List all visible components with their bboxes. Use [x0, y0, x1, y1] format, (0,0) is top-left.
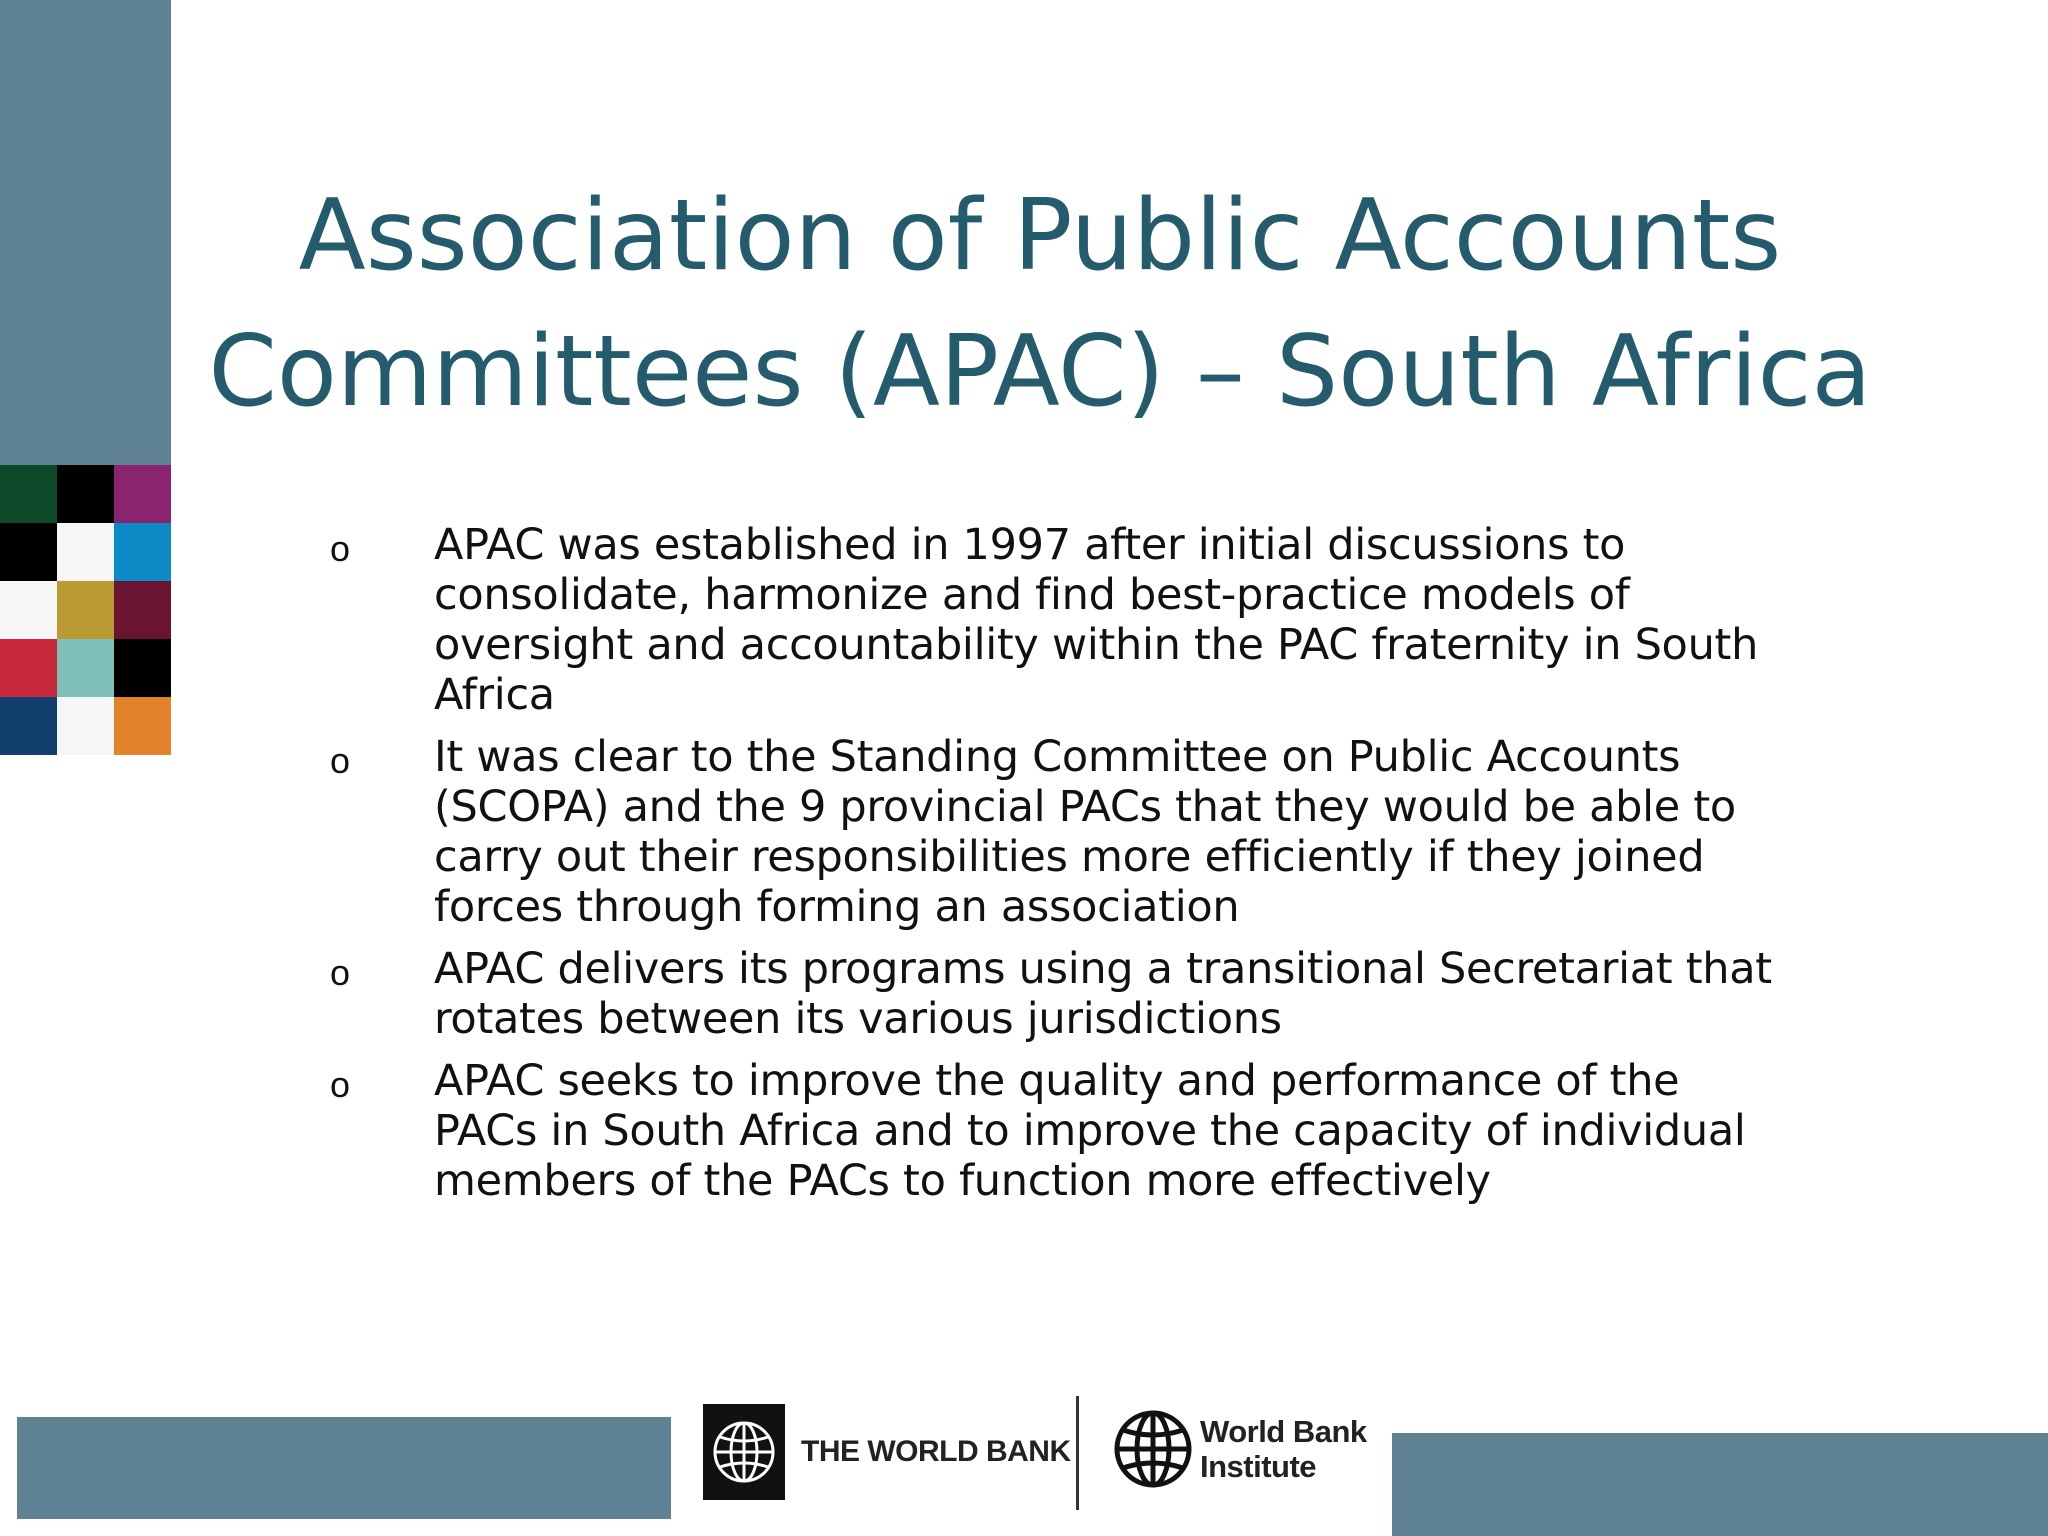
- bullet-marker-icon: o: [330, 740, 351, 781]
- mosaic-cell: [0, 581, 57, 639]
- slide-title-line-2: Committees (APAC) – South Africa: [208, 315, 1872, 429]
- logo-divider: [1076, 1396, 1079, 1510]
- wbi-logo: [1112, 1408, 1367, 1490]
- mosaic-cell: [0, 697, 57, 755]
- left-accent-bar: [0, 0, 171, 465]
- footer-bar-left: [17, 1417, 671, 1519]
- mosaic-cell: [0, 465, 57, 523]
- world-bank-logo: [703, 1404, 1071, 1500]
- bullet-text: APAC delivers its programs using a transitional Secretariat that rotates between its various jurisdictions: [434, 944, 1772, 1044]
- bullet-marker-icon: o: [330, 1064, 351, 1105]
- mosaic-cell: [57, 581, 114, 639]
- bullet-text: It was clear to the Standing Committee on Public Accounts (SCOPA) and the 9 provincial PACs that they would be able to carry out their responsibilities more efficiently if they joined forces through forming an association: [434, 732, 1736, 932]
- mosaic-cell: [57, 697, 114, 755]
- mosaic-cell: [57, 639, 114, 697]
- bullet-item: [330, 732, 1790, 932]
- bullet-text: APAC was established in 1997 after initial discussions to consolidate, harmonize and find best-practice models of oversight and accountability within the PAC fraternity in South Africa: [434, 520, 1759, 720]
- color-mosaic: [0, 465, 171, 755]
- wbi-wordmark-line-1: World Bank: [1200, 1414, 1367, 1449]
- bullet-list: [330, 520, 1790, 1218]
- slide-title-line-1: Association of Public Accounts: [298, 179, 1782, 293]
- mosaic-cell: [57, 523, 114, 581]
- bullet-marker-icon: o: [330, 952, 351, 993]
- mosaic-cell: [57, 465, 114, 523]
- bullet-text: APAC seeks to improve the quality and performance of the PACs in South Africa and to improve the capacity of individual members of the PACs to function more effectively: [434, 1056, 1746, 1206]
- wbi-wordmark: [1200, 1414, 1367, 1484]
- bullet-marker-icon: o: [330, 528, 351, 569]
- wbi-wordmark-line-2: Institute: [1200, 1449, 1317, 1484]
- mosaic-cell: [0, 523, 57, 581]
- mosaic-cell: [0, 639, 57, 697]
- world-bank-wordmark: THE WORLD BANK: [801, 1435, 1071, 1468]
- bullet-item: [330, 520, 1790, 720]
- bullet-item: [330, 1056, 1790, 1206]
- mosaic-cell: [114, 523, 171, 581]
- mosaic-cell: [114, 465, 171, 523]
- globe-icon: [711, 1419, 777, 1485]
- mosaic-cell: [114, 639, 171, 697]
- slide-title: [200, 168, 1880, 440]
- world-bank-globe-box: [703, 1404, 785, 1500]
- mosaic-cell: [114, 581, 171, 639]
- footer-bar-right: [1392, 1433, 2048, 1536]
- mosaic-cell: [114, 697, 171, 755]
- bullet-item: [330, 944, 1790, 1044]
- globe-icon: [1112, 1408, 1194, 1490]
